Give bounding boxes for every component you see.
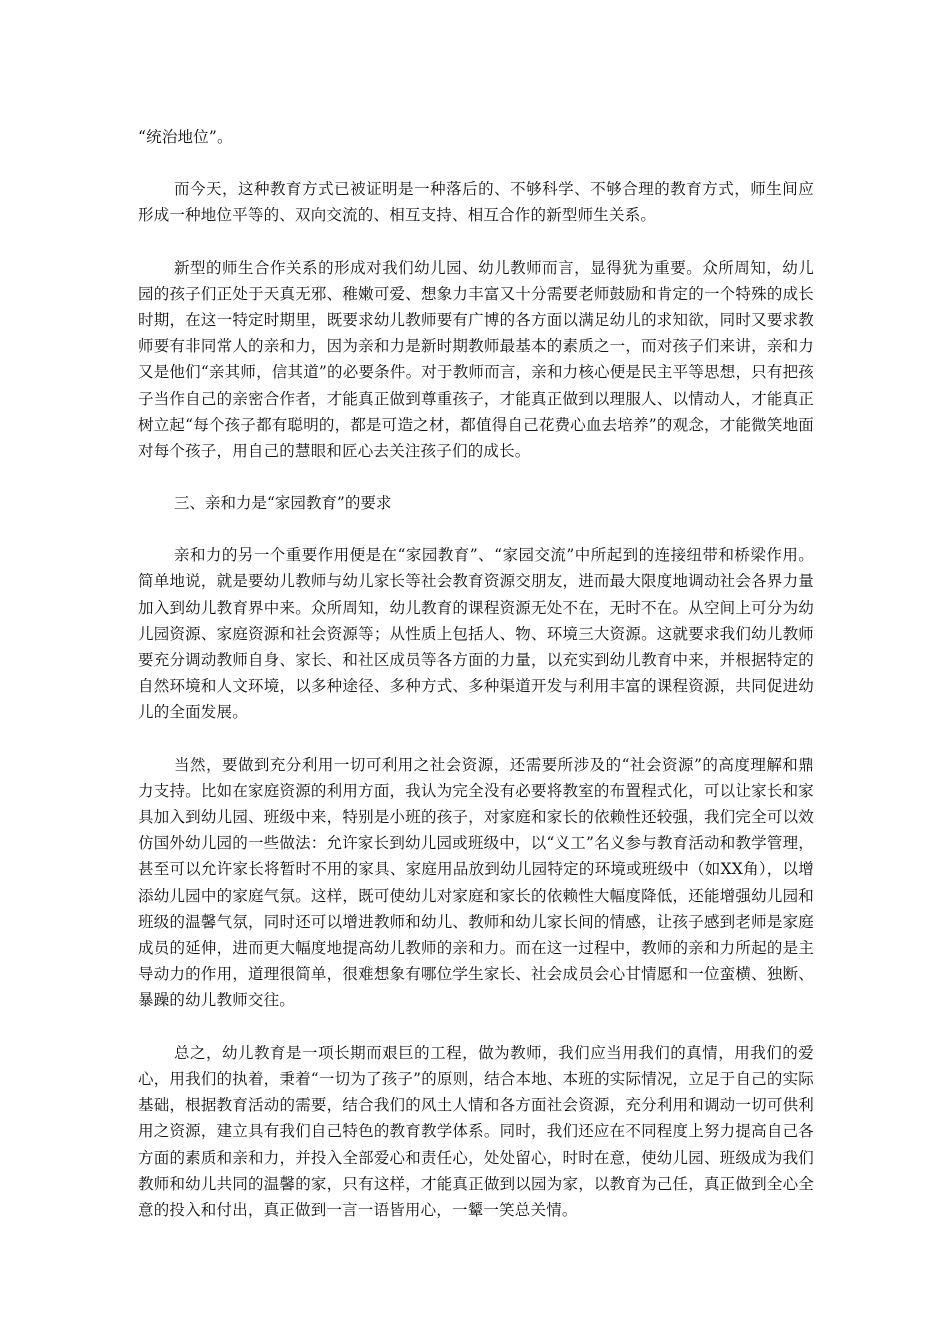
- section-heading: 三、亲和力是“家园教育”的要求: [174, 494, 392, 513]
- paragraph-gap: [138, 229, 814, 255]
- paragraph-4: 亲和力的另一个重要作用便是在“家园教育”、“家园交流”中所起到的连接纽带和桥梁作用。简单地说，就是要幼儿教师与幼儿家长等社会教育资源交朋友，进而最大限度地调动社会各界力量加入到幼儿教育界中来。众所周知，幼儿教育的课程资源无处不在，无时不在。从空间上可分为幼儿园资源、家庭资源和社会资源等；从性质上包括人、物、环境三大资源。这就要求我们幼儿教师要充分调动教师自身、家长、和社区成员等各方面的力量，以充实到幼儿教育中来，并根据特定的自然环境和人文环境，以多种途径、多种方式、多种渠道开发与利用丰富的课程资源，共同促进幼儿的全面发展。: [138, 546, 814, 722]
- paragraph-gap: [138, 516, 814, 542]
- paragraph-gap: [138, 1014, 814, 1040]
- paragraph-2: 而今天，这种教育方式已被证明是一种落后的、不够科学、不够合理的教育方式，师生间应形成一种地位平等的、双向交流的、相互支持、相互合作的新型师生关系。: [138, 180, 814, 225]
- paragraph-5: 当然，要做到充分利用一切可利用之社会资源，还需要所涉及的“社会资源”的高度理解和鼎力支持。比如在家庭资源的利用方面，我认为完全没有必要将教室的布置程式化，可以让家长和家具加入到幼儿园、班级中来，特别是小班的孩子，对家庭和家长的依赖性还较强，我们完全可以效仿国外幼儿园的一些做法：允许家长到幼儿园或班级中，以“义工”名义参与教育活动和教学管理，甚至可以允许家长将暂时不用的家具、家庭用品放到幼儿园特定的环境或班级中（如XX角），以增添幼儿园中的家庭气氛。这样，既可使幼儿对家庭和家长的依赖性大幅度降低，还能增强幼儿园和班级的温馨气氛，同时还可以增进教师和幼儿、教师和幼儿家长间的情感，让孩子感到老师是家庭成员的延伸，进而更大幅度地提高幼儿教师的亲和力。而在这一过程中，教师的亲和力所起的是主导动力的作用，道理很简单，很难想象有哪位学生家长、社会成员会心甘情愿和一位蛮横、独断、暴躁的幼儿教师交往。: [138, 755, 814, 1010]
- paragraph-continuation: “统治地位”。: [138, 128, 233, 146]
- paragraph-3: 新型的师生合作关系的形成对我们幼儿园、幼儿教师而言，显得犹为重要。众所周知，幼儿园的孩子们正处于天真无邪、稚嫩可爱、想象力丰富又十分需要老师鼓励和肯定的一个特殊的成长时期，在这一特定时期里，既要求幼儿教师要有广博的各方面以满足幼儿的求知欲，同时又要求教师要有非同常人的亲和力，因为亲和力是新时期教师最基本的素质之一，而对孩子们来讲，亲和力又是他们“亲其师，信其道”的必要条件。对于教师而言，亲和力核心便是民主平等思想，只有把孩子当作自己的亲密合作者，才能真正做到尊重孩子，才能真正做到以理服人、以情动人，才能真正树立起“每个孩子都有聪明的，都是可造之材，都值得自己花费心血去培养”的观念，才能微笑地面对每个孩子，用自己的慧眼和匠心去关注孩子们的成长。: [138, 258, 814, 461]
- paragraph-gap: [138, 464, 814, 490]
- document-page: [138, 124, 814, 1223]
- paragraph-gap: [138, 726, 814, 752]
- paragraph-gap: [138, 150, 814, 176]
- paragraph-6: 总之，幼儿教育是一项长期而艰巨的工程，做为教师，我们应当用我们的真情，用我们的爱心，用我们的执着，秉着“一切为了孩子”的原则，结合本地、本班的实际情况，立足于自己的实际基础，根据教育活动的需要，结合我们的风土人情和各方面社会资源，充分利用和调动一切可供利用之资源，建立具有我们自己特色的教育教学体系。同时，我们还应在不同程度上努力提高自己各方面的素质和亲和力，并投入全部爱心和责任心，处处留心，时时在意，使幼儿园、班级成为我们教师和幼儿共同的温馨的家，只有这样，才能真正做到以园为家，以教育为己任，真正做到全心全意的投入和付出，真正做到一言一语皆用心，一颦一笑总关情。: [138, 1043, 814, 1219]
